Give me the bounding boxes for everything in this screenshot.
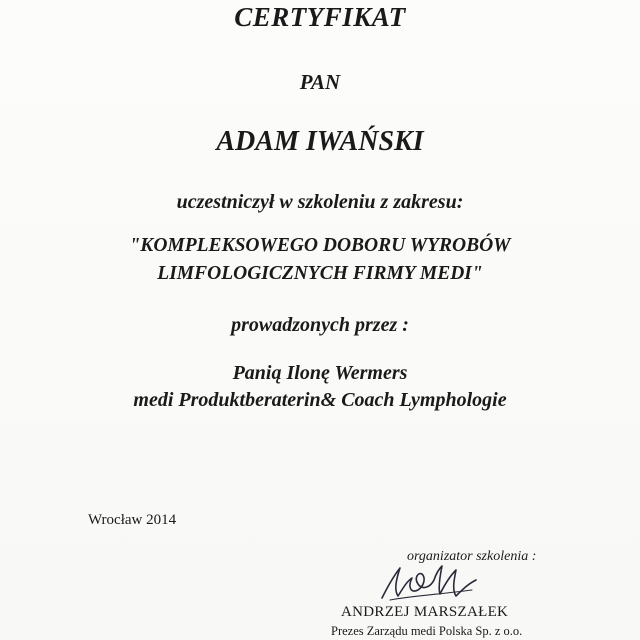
course-title [0,232,640,288]
handwritten-signature [372,560,482,606]
certificate-title: CERTYFIKAT [234,2,406,32]
course-title-line-2: LIMFOLOGICZNYCH FIRMY MEDI" [157,263,483,284]
signer-name: ANDRZEJ MARSZAŁEK [341,604,509,620]
place-and-date: Wrocław 2014 [88,512,177,528]
trainer-role: medi Produktberaterin& Coach Lymphologie [133,389,507,411]
signer-title: Prezes Zarządu medi Polska Sp. z o.o. [331,624,523,638]
trainer-name: Panią Ilonę Wermers [232,362,408,384]
conducted-by-label: prowadzonych przez : [231,314,409,336]
salutation: PAN [299,70,341,94]
recipient-name: ADAM IWAŃSKI [216,126,424,157]
course-title-line-1: "KOMPLEKSOWEGO DOBORU WYROBÓW [129,235,511,256]
participation-statement: uczestniczył w szkoleniu z zakresu: [176,191,464,213]
organizer-label: organizator szkolenia : [407,549,537,564]
